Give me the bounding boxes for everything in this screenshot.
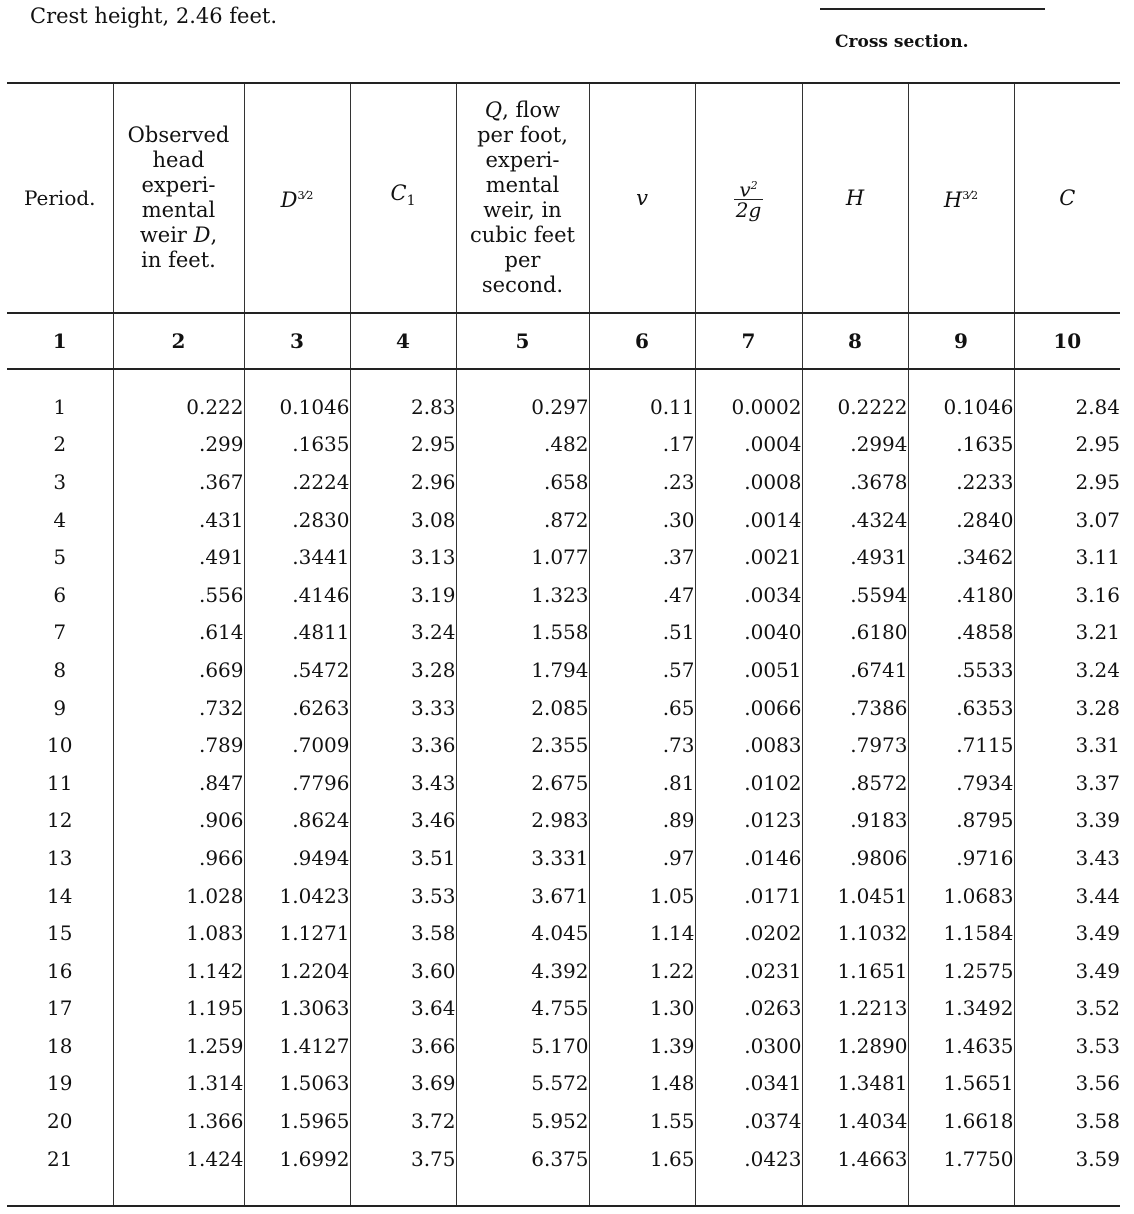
table-cell: 1.6618	[908, 1102, 1014, 1140]
column-number: 5	[456, 313, 589, 369]
table-cell: 1.1651	[802, 952, 908, 990]
table-cell: 1.195	[113, 990, 244, 1028]
table-cell: .0423	[695, 1140, 802, 1178]
table-cell: .1635	[908, 426, 1014, 464]
table-cell: 1.1271	[244, 914, 350, 952]
table-cell: .2840	[908, 501, 1014, 539]
table-row	[7, 576, 1120, 614]
table-cell: 3.59	[1014, 1140, 1120, 1178]
table-cell: .2994	[802, 426, 908, 464]
table-cell: 3.671	[456, 877, 589, 915]
column-number: 4	[350, 313, 456, 369]
table-cell: 1.2213	[802, 990, 908, 1028]
table-cell: .4858	[908, 614, 1014, 652]
table-cell: .8795	[908, 802, 1014, 840]
table-row	[7, 1065, 1120, 1103]
table-cell: .966	[113, 839, 244, 877]
table-cell: 2.675	[456, 764, 589, 802]
table-cell: 0.222	[113, 388, 244, 426]
table-cell: .2830	[244, 501, 350, 539]
header-q-flow: Q, flow per foot, experi- mental weir, in cubic feet per second.	[456, 83, 589, 313]
table-cell: 1.424	[113, 1140, 244, 1178]
header-period: Period.	[7, 83, 113, 313]
table-cell: .9183	[802, 802, 908, 840]
table-cell: 1.05	[589, 877, 695, 915]
table-cell: .0123	[695, 802, 802, 840]
table-cell: 1.5965	[244, 1102, 350, 1140]
table-cell: 1.2890	[802, 1027, 908, 1065]
table-cell: .7973	[802, 726, 908, 764]
table-cell: 3.49	[1014, 952, 1120, 990]
table-cell: 1.3063	[244, 990, 350, 1028]
table-cell: .658	[456, 463, 589, 501]
table-cell: .0008	[695, 463, 802, 501]
table-row	[7, 914, 1120, 952]
table-cell: 3.33	[350, 689, 456, 727]
column-number: 1	[7, 313, 113, 369]
table-cell: 7	[53, 620, 67, 645]
table-cell: 5	[53, 545, 67, 570]
table-cell: 1.1032	[802, 914, 908, 952]
table-cell: 3.11	[1014, 538, 1120, 576]
table-cell: 1.5063	[244, 1065, 350, 1103]
table-cell: .0014	[695, 501, 802, 539]
table-cell: 1.0423	[244, 877, 350, 915]
table-row	[7, 388, 1120, 426]
table-cell: .17	[589, 426, 695, 464]
table-cell: .491	[113, 538, 244, 576]
table-cell: .5533	[908, 651, 1014, 689]
table-row	[7, 463, 1120, 501]
table-cell: 3.331	[456, 839, 589, 877]
table-cell: .7796	[244, 764, 350, 802]
table-cell: .0066	[695, 689, 802, 727]
table-cell: 1.0451	[802, 877, 908, 915]
table-cell: .789	[113, 726, 244, 764]
table-cell: 1.2204	[244, 952, 350, 990]
table-cell: .6741	[802, 651, 908, 689]
table-cell: 3.53	[1014, 1027, 1120, 1065]
table-cell: 1.5651	[908, 1065, 1014, 1103]
table-row	[7, 839, 1120, 877]
table-cell: .47	[589, 576, 695, 614]
table-cell: .4811	[244, 614, 350, 652]
table-cell: 3.69	[350, 1065, 456, 1103]
table-cell: 3.49	[1014, 914, 1120, 952]
table-cell: 3.43	[1014, 839, 1120, 877]
column-number: 6	[589, 313, 695, 369]
table-cell: 2.96	[350, 463, 456, 501]
cross-section-label: Cross section.	[835, 32, 969, 52]
table-cell: 1.0683	[908, 877, 1014, 915]
table-cell: .2224	[244, 463, 350, 501]
table-cell: 2.983	[456, 802, 589, 840]
crest-height-caption: Crest height, 2.46 feet.	[30, 4, 278, 28]
header-h-power: $H^{3⁄2}$	[908, 83, 1014, 313]
table-cell: 3.28	[350, 651, 456, 689]
table-row	[7, 764, 1120, 802]
table-cell: 3.66	[350, 1027, 456, 1065]
column-number: 3	[244, 313, 350, 369]
table-cell: .7934	[908, 764, 1014, 802]
table-cell: .30	[589, 501, 695, 539]
table-cell: .0004	[695, 426, 802, 464]
table-cell: .3678	[802, 463, 908, 501]
table-cell: .6353	[908, 689, 1014, 727]
table-cell: .4324	[802, 501, 908, 539]
table-cell: .5472	[244, 651, 350, 689]
table-cell: .9494	[244, 839, 350, 877]
table-cell: 18	[47, 1033, 73, 1058]
table-row	[7, 1140, 1120, 1178]
table-cell: .23	[589, 463, 695, 501]
table-cell: 3.07	[1014, 501, 1120, 539]
table-cell: 2.085	[456, 689, 589, 727]
table-row	[7, 1027, 1120, 1065]
table-cell: 1.3492	[908, 990, 1014, 1028]
table-cell: 3.51	[350, 839, 456, 877]
table-cell: 1.1584	[908, 914, 1014, 952]
table-cell: .431	[113, 501, 244, 539]
header-d-power: $D^{3⁄2}$	[244, 83, 350, 313]
column-number: 10	[1014, 313, 1120, 369]
table-cell: .0300	[695, 1027, 802, 1065]
table-cell: .8572	[802, 764, 908, 802]
table-cell: 1.30	[589, 990, 695, 1028]
table-cell: .81	[589, 764, 695, 802]
table-cell: 1.65	[589, 1140, 695, 1178]
table-cell: 20	[47, 1109, 73, 1134]
table-cell: .0374	[695, 1102, 802, 1140]
table-cell: 1.323	[456, 576, 589, 614]
table-row	[7, 726, 1120, 764]
table-cell: 0.1046	[908, 388, 1014, 426]
table-cell: 3.08	[350, 501, 456, 539]
table-cell: .7386	[802, 689, 908, 727]
table-cell: 3.60	[350, 952, 456, 990]
table-cell: 2.355	[456, 726, 589, 764]
table-cell: .89	[589, 802, 695, 840]
table-cell: .51	[589, 614, 695, 652]
table-cell: 3.44	[1014, 877, 1120, 915]
table-cell: 1.558	[456, 614, 589, 652]
table-cell: 1.2575	[908, 952, 1014, 990]
table-cell: .7115	[908, 726, 1014, 764]
weir-data-table	[7, 82, 1120, 1207]
table-cell: 4.755	[456, 990, 589, 1028]
table-cell: .4931	[802, 538, 908, 576]
table-cell: 1.142	[113, 952, 244, 990]
table-cell: 15	[47, 921, 73, 946]
table-cell: .0051	[695, 651, 802, 689]
table-body	[7, 388, 1120, 1177]
table-cell: .9806	[802, 839, 908, 877]
table-cell: 1	[53, 394, 67, 419]
table-cell: 12	[47, 808, 73, 833]
table-cell: .0263	[695, 990, 802, 1028]
table-cell: 14	[47, 883, 73, 908]
table-cell: 2	[53, 432, 67, 457]
table-cell: .0021	[695, 538, 802, 576]
table-cell: 3.16	[1014, 576, 1120, 614]
table-cell: 1.366	[113, 1102, 244, 1140]
table-cell: 1.4034	[802, 1102, 908, 1140]
table-cell: .0171	[695, 877, 802, 915]
table-cell: .7009	[244, 726, 350, 764]
table-cell: 3.21	[1014, 614, 1120, 652]
table-cell: .3441	[244, 538, 350, 576]
table-cell: .9716	[908, 839, 1014, 877]
header-c: C	[1014, 83, 1120, 313]
table-cell: 6	[53, 582, 67, 607]
table-cell: 3	[53, 469, 67, 494]
table-cell: .872	[456, 501, 589, 539]
table-cell: 9	[53, 695, 67, 720]
table-cell: .732	[113, 689, 244, 727]
table-cell: 0.11	[589, 388, 695, 426]
table-cell: 3.36	[350, 726, 456, 764]
table-cell: 1.077	[456, 538, 589, 576]
table-cell: 0.1046	[244, 388, 350, 426]
table-cell: 5.572	[456, 1065, 589, 1103]
table-row	[7, 1102, 1120, 1140]
table-cell: .482	[456, 426, 589, 464]
table-cell: 13	[47, 845, 73, 870]
table-cell: 2.83	[350, 388, 456, 426]
table-cell: 3.19	[350, 576, 456, 614]
table-cell: 3.58	[1014, 1102, 1120, 1140]
table-cell: 1.4635	[908, 1027, 1014, 1065]
table-cell: 1.314	[113, 1065, 244, 1103]
table-cell: 3.37	[1014, 764, 1120, 802]
table-cell: 0.0002	[695, 388, 802, 426]
table-cell: 3.52	[1014, 990, 1120, 1028]
table-cell: 17	[47, 996, 73, 1021]
column-number-row	[7, 313, 1120, 369]
table-cell: 1.14	[589, 914, 695, 952]
table-cell: 11	[47, 770, 73, 795]
table-row	[7, 501, 1120, 539]
table-row	[7, 614, 1120, 652]
table-cell: 2.95	[1014, 426, 1120, 464]
table-cell: 2.95	[1014, 463, 1120, 501]
table-cell: 1.259	[113, 1027, 244, 1065]
table-cell: 5.952	[456, 1102, 589, 1140]
table-cell: .0040	[695, 614, 802, 652]
table-cell: 3.31	[1014, 726, 1120, 764]
table-cell: .299	[113, 426, 244, 464]
table-cell: 1.7750	[908, 1140, 1014, 1178]
table-cell: .0202	[695, 914, 802, 952]
table-row	[7, 538, 1120, 576]
table-cell: 3.53	[350, 877, 456, 915]
table-cell: 8	[53, 657, 67, 682]
table-cell: 16	[47, 958, 73, 983]
table-cell: .8624	[244, 802, 350, 840]
header-h: H	[802, 83, 908, 313]
table-cell: .37	[589, 538, 695, 576]
table-cell: 1.4663	[802, 1140, 908, 1178]
table-cell: 3.24	[1014, 651, 1120, 689]
table-cell: .0231	[695, 952, 802, 990]
table-cell: 1.48	[589, 1065, 695, 1103]
table-cell: 1.22	[589, 952, 695, 990]
table-cell: 3.64	[350, 990, 456, 1028]
table-cell: 3.28	[1014, 689, 1120, 727]
table-cell: .0034	[695, 576, 802, 614]
table-cell: .6180	[802, 614, 908, 652]
table-cell: .57	[589, 651, 695, 689]
column-number: 2	[113, 313, 244, 369]
table-cell: 3.75	[350, 1140, 456, 1178]
table-cell: 3.39	[1014, 802, 1120, 840]
table-cell: .4180	[908, 576, 1014, 614]
table-row	[7, 689, 1120, 727]
cross-section-sketch	[820, 4, 1045, 10]
table-cell: 3.56	[1014, 1065, 1120, 1103]
table-cell: .0083	[695, 726, 802, 764]
table-cell: 21	[47, 1146, 73, 1171]
table-cell: 1.55	[589, 1102, 695, 1140]
header-observed-head: Observed head experi- mental weir D, in feet.	[113, 83, 244, 313]
column-header-row	[7, 83, 1120, 313]
table-cell: 3.72	[350, 1102, 456, 1140]
table-cell: 3.58	[350, 914, 456, 952]
table-cell: 3.46	[350, 802, 456, 840]
table-cell: .669	[113, 651, 244, 689]
table-cell: .3462	[908, 538, 1014, 576]
table-cell: 1.3481	[802, 1065, 908, 1103]
table-cell: .2233	[908, 463, 1014, 501]
table-cell: 3.13	[350, 538, 456, 576]
table-row	[7, 802, 1120, 840]
table-cell: 1.4127	[244, 1027, 350, 1065]
table-cell: 4.392	[456, 952, 589, 990]
table-cell: 1.083	[113, 914, 244, 952]
column-number: 8	[802, 313, 908, 369]
header-c1: $C_1$	[350, 83, 456, 313]
column-number: 7	[695, 313, 802, 369]
table-cell: 1.794	[456, 651, 589, 689]
table-cell: 0.2222	[802, 388, 908, 426]
header-velocity-head: $\frac{v^2}{2g}$	[695, 83, 802, 313]
table-cell: 3.24	[350, 614, 456, 652]
table-cell: .73	[589, 726, 695, 764]
table-cell: 4.045	[456, 914, 589, 952]
table-cell: 1.6992	[244, 1140, 350, 1178]
table-cell: 5.170	[456, 1027, 589, 1065]
table-row	[7, 426, 1120, 464]
table-cell: .6263	[244, 689, 350, 727]
table-cell: .4146	[244, 576, 350, 614]
table-cell: 6.375	[456, 1140, 589, 1178]
header-v: v	[589, 83, 695, 313]
table-cell: 0.297	[456, 388, 589, 426]
table-cell: .97	[589, 839, 695, 877]
table-cell: 4	[53, 507, 67, 532]
table-row	[7, 952, 1120, 990]
table-cell: 3.43	[350, 764, 456, 802]
table-cell: 2.95	[350, 426, 456, 464]
table-cell: 1.028	[113, 877, 244, 915]
table-cell: .1635	[244, 426, 350, 464]
table-row	[7, 877, 1120, 915]
table-cell: 1.39	[589, 1027, 695, 1065]
table-cell: .65	[589, 689, 695, 727]
table-row	[7, 651, 1120, 689]
table-cell: .0102	[695, 764, 802, 802]
table-cell: .0146	[695, 839, 802, 877]
table-cell: 2.84	[1014, 388, 1120, 426]
table-cell: .847	[113, 764, 244, 802]
table-cell: .5594	[802, 576, 908, 614]
table-cell: .614	[113, 614, 244, 652]
table-cell: 10	[47, 733, 73, 758]
table-cell: .906	[113, 802, 244, 840]
table-cell: .556	[113, 576, 244, 614]
table-cell: 19	[47, 1071, 73, 1096]
table-cell: .367	[113, 463, 244, 501]
table-row	[7, 990, 1120, 1028]
column-number: 9	[908, 313, 1014, 369]
table-cell: .0341	[695, 1065, 802, 1103]
